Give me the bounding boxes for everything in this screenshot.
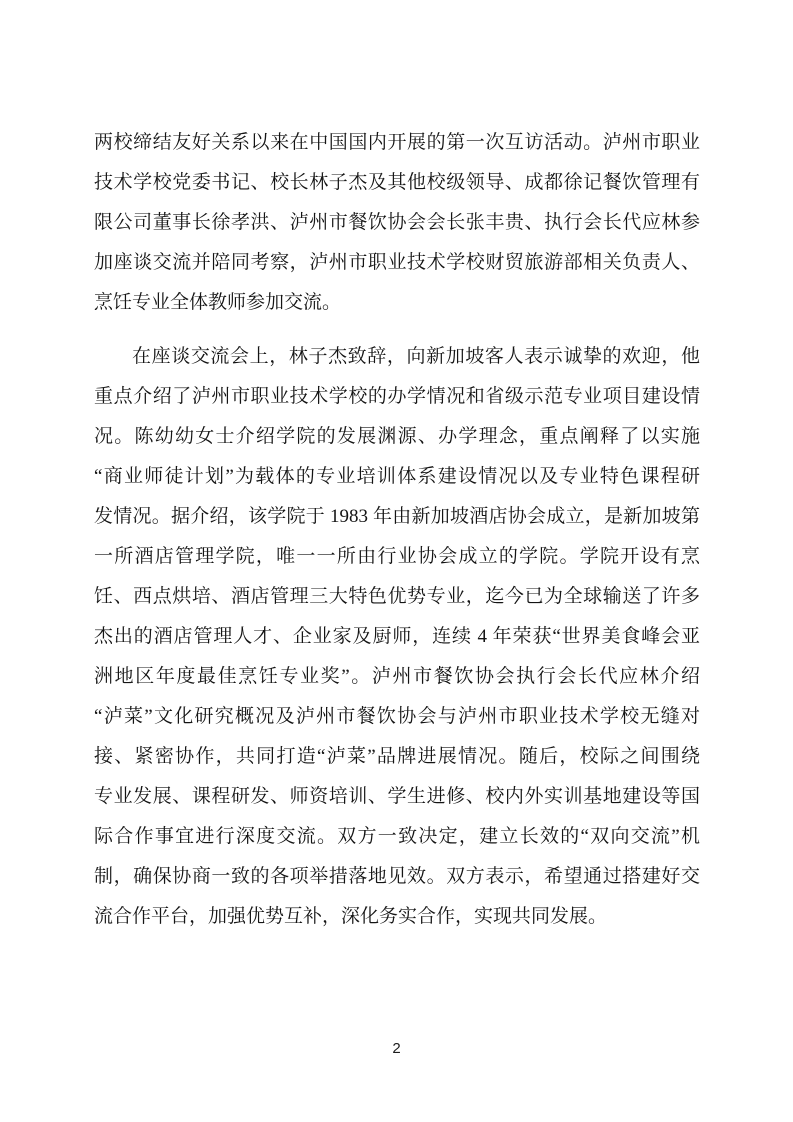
text-line: 接、紧密协作，共同打造“泸菜”品牌进展情况。随后，校际之间围绕 [94, 746, 700, 767]
page-number: 2 [392, 1040, 401, 1057]
text-line: 加座谈交流并陪同考察，泸州市职业技术学校财贸旅游部相关负责人、 [94, 252, 700, 273]
page-footer [0, 1040, 793, 1057]
text-line: 技术学校党委书记、校长林子杰及其他校级领导、成都徐记餐饮管理有 [94, 172, 700, 193]
text-line: 杰出的酒店管理人才、企业家及厨师，连续 4 年荣获“世界美食峰会亚 [94, 626, 700, 647]
text-line: “泸菜”文化研究概况及泸州市餐饮协会与泸州市职业技术学校无缝对 [94, 706, 700, 727]
text-line: 限公司董事长徐孝洪、泸州市餐饮协会会长张丰贵、执行会长代应林参 [94, 212, 700, 233]
text-line: “商业师徒计划”为载体的专业培训体系建设情况以及专业特色课程研 [94, 466, 700, 487]
text-line: 发情况。据介绍，该学院于 1983 年由新加坡酒店协会成立，是新加坡第 [94, 506, 700, 527]
text-line: 专业发展、课程研发、师资培训、学生进修、校内外实训基地建设等国 [94, 786, 700, 807]
document-body [94, 123, 700, 937]
text-line: 际合作事宜进行深度交流。双方一致决定，建立长效的“双向交流”机 [94, 826, 700, 847]
paragraph [94, 123, 700, 323]
paragraph [94, 337, 700, 937]
text-line: 烹饪专业全体教师参加交流。 [94, 292, 342, 313]
text-line: 一所酒店管理学院，唯一一所由行业协会成立的学院。学院开设有烹 [94, 546, 700, 567]
text-line: 况。陈幼幼女士介绍学院的发展渊源、办学理念，重点阐释了以实施 [94, 426, 700, 447]
text-line: 重点介绍了泸州市职业技术学校的办学情况和省级示范专业项目建设情 [94, 386, 700, 407]
text-line: 洲地区年度最佳烹饪专业奖”。泸州市餐饮协会执行会长代应林介绍 [94, 666, 700, 687]
text-line: 流合作平台，加强优势互补，深化务实合作，实现共同发展。 [94, 906, 608, 927]
text-line: 饪、西点烘培、酒店管理三大特色优势专业，迄今已为全球输送了许多 [94, 586, 700, 607]
text-line: 两校缔结友好关系以来在中国国内开展的第一次互访活动。泸州市职业 [94, 132, 700, 153]
text-line: 在座谈交流会上，林子杰致辞，向新加坡客人表示诚挚的欢迎，他 [132, 346, 700, 367]
text-line: 制，确保协商一致的各项举措落地见效。双方表示，希望通过搭建好交 [94, 866, 700, 887]
